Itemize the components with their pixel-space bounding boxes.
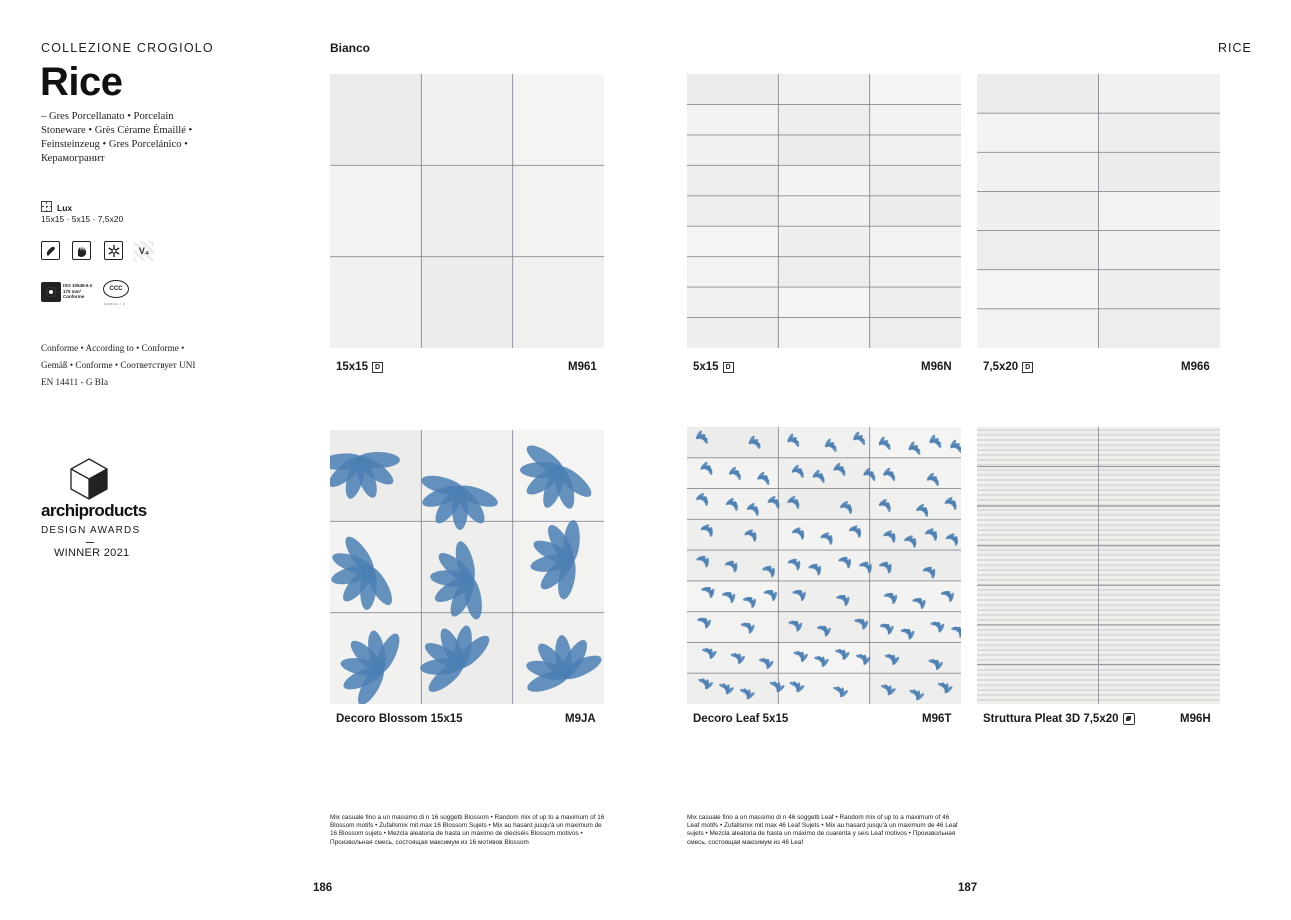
leaf-mix-note: Mix casuale fino a un massimo di n 46 soggetti Leaf • Random mix of up to a maximum of 46 Leaf motifs • Zufallsmix mit max 46 Leaf Sujets • Mix au hasard jusqu'à un maximum de 46 Leaf sujets • Mezcla aleatoria de hasta un máximo de cuarenta y seis Leaf motivos • Произвольная смесь, состоящая максимум из 46 Leaf <box>687 814 958 846</box>
page-number-right: 187 <box>958 882 978 894</box>
collection-name: COLLEZIONE CROGIOLO <box>41 41 214 55</box>
award-name: DESIGN AWARDS <box>41 525 141 536</box>
tile-15x15-image <box>330 74 604 348</box>
materials-list: – Gres Porcellanato • Porcelain Stoneware • Grès Cérame Émaillé • Feinsteinzeug • Gres Porcelánico • Керамогранит <box>41 111 193 164</box>
iso-abrasion-icon <box>41 282 61 302</box>
product-code: M96T <box>922 713 952 725</box>
product-label <box>336 361 383 373</box>
ccc-cert-icon: CCC <box>103 280 129 298</box>
sizes-label: 15x15 · 5x15 · 7,5x20 <box>41 214 124 224</box>
blossom-mix-note: Mix casuale fino a un massimo di n 16 soggetti Blossom • Random mix of up to a maximum of 16 Blossom motifs • Zufallsmix mit max 16 Blossom Sujets • Mix au hasard jusqu'à un maximum de 16 Blossom sujets • Mezcla aleatoria de hasta un máximo de dieciséis Blossom motivos • Произвольная смесь, состоящая максимум из 16 мотивов Blossom <box>330 814 605 846</box>
finish-label: Lux <box>57 203 73 213</box>
frost-resistant-icon <box>104 241 123 260</box>
tile-decoro-blossom-image <box>330 430 604 704</box>
product-size: 5x15 <box>693 361 719 373</box>
color-name: Bianco <box>330 41 371 55</box>
product-label <box>693 361 734 373</box>
award-brand: archiproducts <box>41 501 147 520</box>
hand-wipe-icon <box>72 241 91 260</box>
product-label <box>983 713 1135 725</box>
iso-cert-text: ISO 10545-6 ≤ 175 mm³ Conforme <box>63 283 93 299</box>
foot-slip-icon <box>41 241 60 260</box>
award-winner: WINNER 2021 <box>54 547 130 559</box>
product-size: Decoro Leaf 5x15 <box>693 713 789 725</box>
award-cube-icon <box>67 457 111 501</box>
tile-decoro-leaf-image <box>687 427 961 704</box>
d-rectified-icon: D <box>1022 362 1033 373</box>
product-size: 7,5x20 <box>983 361 1019 373</box>
lux-finish-icon <box>41 201 52 212</box>
product-size: Struttura Pleat 3D 7,5x20 <box>983 713 1119 725</box>
tile-7-5x20-image <box>977 74 1220 348</box>
product-code: M9JA <box>565 713 596 725</box>
page-title: Rice <box>40 60 123 104</box>
d-rectified-icon: D <box>372 362 383 373</box>
product-label <box>336 713 463 725</box>
product-code: M966 <box>1181 361 1210 373</box>
product-code: M961 <box>568 361 597 373</box>
product-code: M96N <box>921 361 952 373</box>
product-label <box>693 713 788 725</box>
product-size: 15x15 <box>336 361 368 373</box>
ccc-cert-number: 2005011 / 0 <box>104 302 126 306</box>
product-code: M96H <box>1180 713 1211 725</box>
v4-shade-variation-icon: V₄ <box>134 241 154 261</box>
tile-5x15-image <box>687 74 961 348</box>
product-label <box>983 361 1033 373</box>
pleat-3d-icon <box>1123 713 1135 725</box>
d-rectified-icon: D <box>723 362 734 373</box>
page-number-left: 186 <box>313 882 333 894</box>
series-name: RICE <box>1218 41 1252 55</box>
product-size: Decoro Blossom 15x15 <box>336 713 463 725</box>
conformity-text: Conforme • According to • Conforme • Gemäß • Conforme • Соответствует UNI EN 14411 - G BIa <box>41 343 196 387</box>
award-divider <box>86 542 94 543</box>
tile-struttura-pleat-image <box>977 427 1220 704</box>
